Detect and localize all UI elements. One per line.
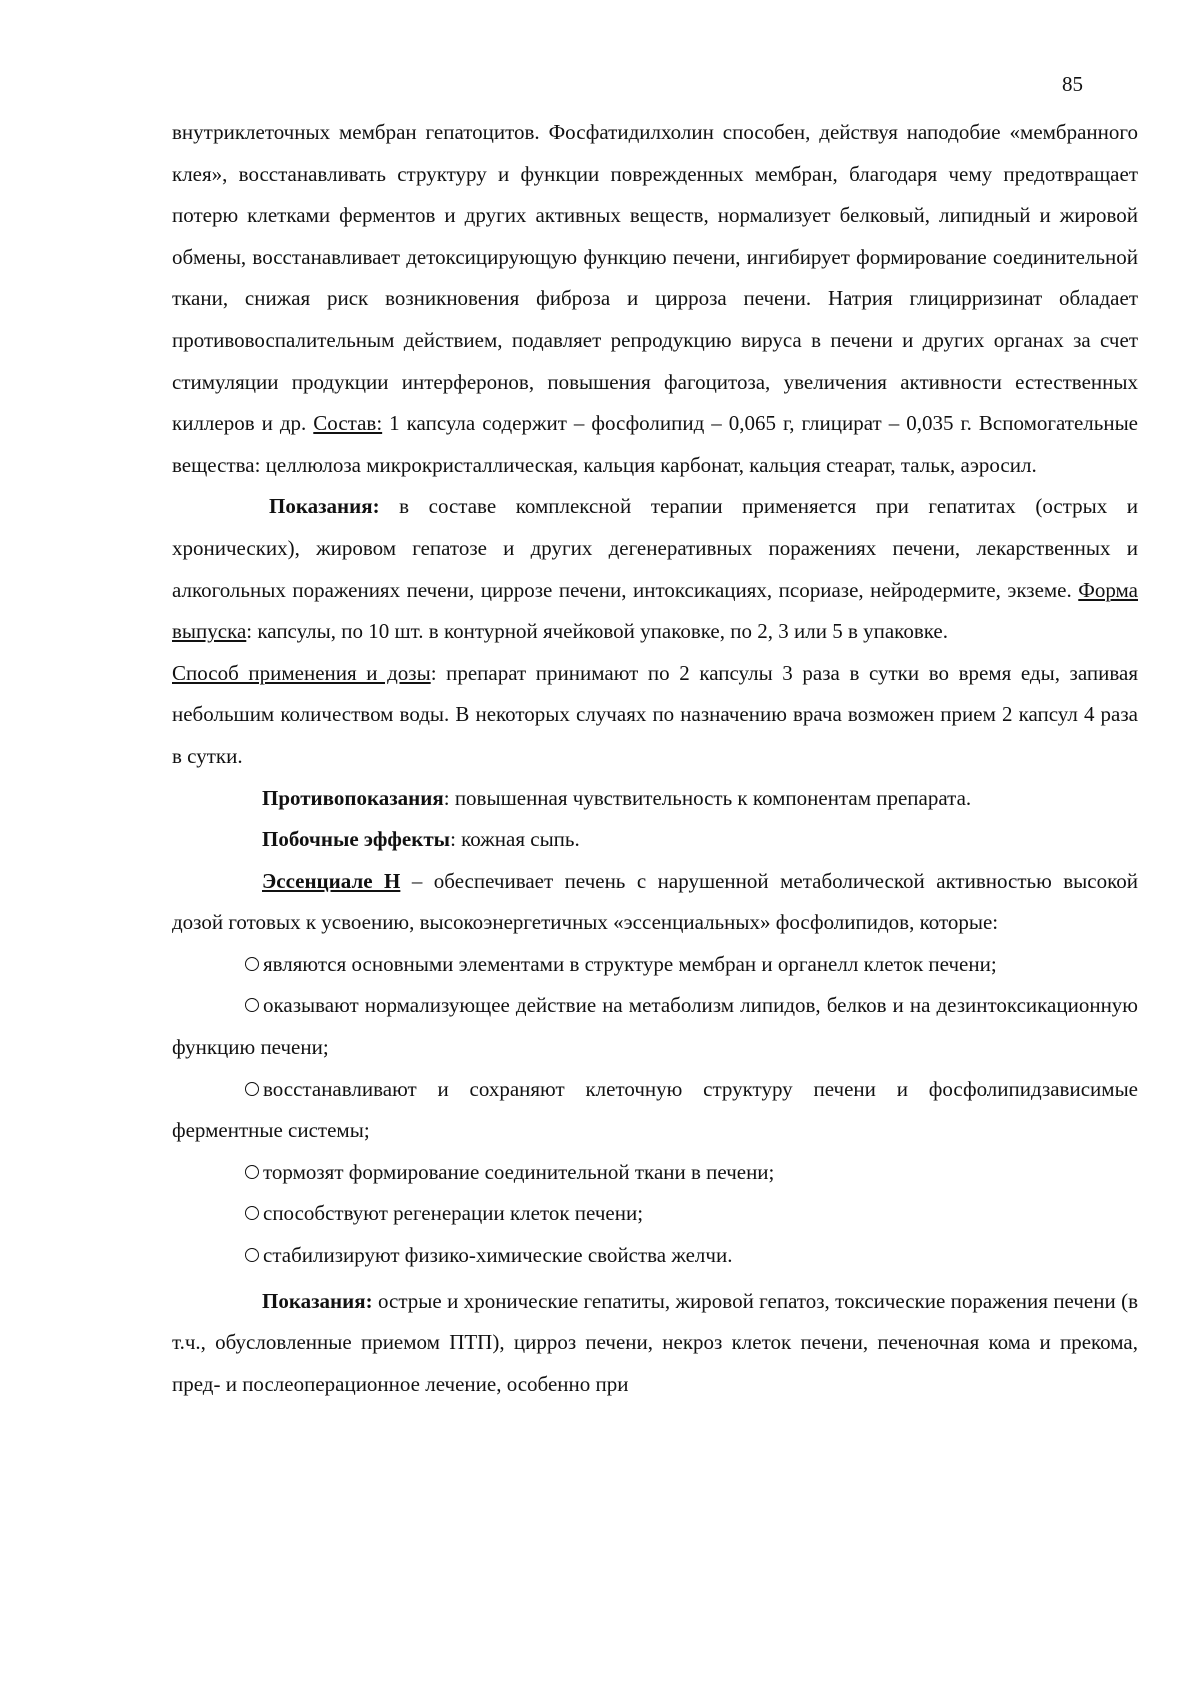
release-form-label: Форма выпуска (172, 577, 1138, 644)
paragraph-indications-2 (172, 1281, 1138, 1406)
list-item (172, 1193, 1138, 1235)
list-item (172, 1152, 1138, 1194)
paragraph-text: : кожная сыпь. (450, 827, 580, 852)
list-item-text: являются основными элементами в структуре мембран и органелл клеток печени; (263, 951, 997, 976)
paragraph-text: : препарат принимают по 2 капсулы 3 раза в сутки во время еды, запивая небольшим количеством воды. В некоторых случаях по назначению врача возможен прием 2 капсул 4 раза в сутки. (172, 660, 1138, 768)
list-item (172, 944, 1138, 986)
indications-label: Показания: (269, 494, 380, 519)
paragraph-side-effects (172, 819, 1138, 861)
dosage-label: Способ применения и дозы (172, 660, 431, 685)
bullet-circle-icon (245, 1082, 259, 1096)
list-item-text: оказывают нормализующее действие на метаболизм липидов, белков и на дезинтоксикационную функцию печени; (172, 993, 1138, 1060)
list-item (172, 985, 1138, 1068)
bullet-circle-icon (245, 1165, 259, 1179)
list-item-text: тормозят формирование соединительной ткани в печени; (263, 1159, 775, 1184)
composition-label: Состав: (313, 411, 383, 436)
paragraph-text: : капсулы, по 10 шт. в контурной ячейковой упаковке, по 2, 3 или 5 в упаковке. (246, 619, 948, 644)
paragraph-text: в составе комплексной терапии применяется при гепатитах (острых и хронических), жировом гепатозе и других дегенеративных поражениях печени, лекарственных и алкогольных поражениях печени, циррозе печени, интоксикациях, псориазе, нейродермите, экземе. (172, 494, 1138, 602)
page-body (172, 112, 1138, 1405)
drug-name-label: Эссенциале Н (262, 868, 401, 893)
list-item (172, 1069, 1138, 1152)
list-item-text: способствуют регенерации клеток печени; (263, 1201, 644, 1226)
paragraph-indications (172, 486, 1138, 777)
paragraph-text: внутриклеточных мембран гепатоцитов. Фосфатидилхолин способен, действуя наподобие «мембранного клея», восстанавливать структуру и функции поврежденных мембран, благодаря чему предотвращает потерю клетками ферментов и других активных веществ, нормализует белковый, липидный и жировой обмены, восстанавливает детоксицирующую функцию печени, ингибирует формирование соединительной ткани, снижая риск возникновения фиброза и цирроза печени. Натрия глицирризинат обладает противовоспалительным действием, подавляет репродукцию вируса в печени и других органах за счет стимуляции продукции интерферонов, повышения фагоцитоза, увеличения активности естественных киллеров и др. (172, 120, 1138, 436)
paragraph-contraindications (172, 778, 1138, 820)
paragraph-essentiale (172, 861, 1138, 944)
paragraph-text: – обеспечивает печень с нарушенной метаболической активностью высокой дозой готовых к усвоению, высокоэнергетичных «эссенциальных» фосфолипидов, которые: (172, 868, 1138, 935)
bullet-circle-icon (245, 998, 259, 1012)
side-effects-label: Побочные эффекты (262, 827, 451, 852)
bullet-circle-icon (245, 1206, 259, 1220)
list-item (172, 1235, 1138, 1277)
paragraph-text: : повышенная чувствительность к компонентам препарата. (443, 785, 972, 810)
bullet-circle-icon (245, 1248, 259, 1262)
list-item-text: восстанавливают и сохраняют клеточную структуру печени и фосфолипидзависимые ферментные системы; (172, 1076, 1138, 1143)
indications-label: Показания: (262, 1288, 373, 1313)
bullet-circle-icon (245, 957, 259, 971)
paragraph-pharmacology (172, 112, 1138, 486)
paragraph-text: острые и хронические гепатиты, жировой гепатоз, токсические поражения печени (в т.ч., обусловленные приемом ПТП), цирроз печени, некроз клеток печени, печеночная кома и прекома, пред- и послеоперационное лечение, особенно при (172, 1288, 1138, 1396)
list-item-text: стабилизируют физико-химические свойства желчи. (263, 1243, 733, 1268)
contraindications-label: Противопоказания (262, 785, 444, 810)
page-number: 85 (1062, 72, 1083, 96)
paragraph-text: 1 капсула содержит – фосфолипид – 0,065 г, глицират – 0,035 г. Вспомогательные вещества: целлюлоза микрокристаллическая, кальция карбонат, кальция стеарат, тальк, аэросил. (172, 411, 1138, 477)
